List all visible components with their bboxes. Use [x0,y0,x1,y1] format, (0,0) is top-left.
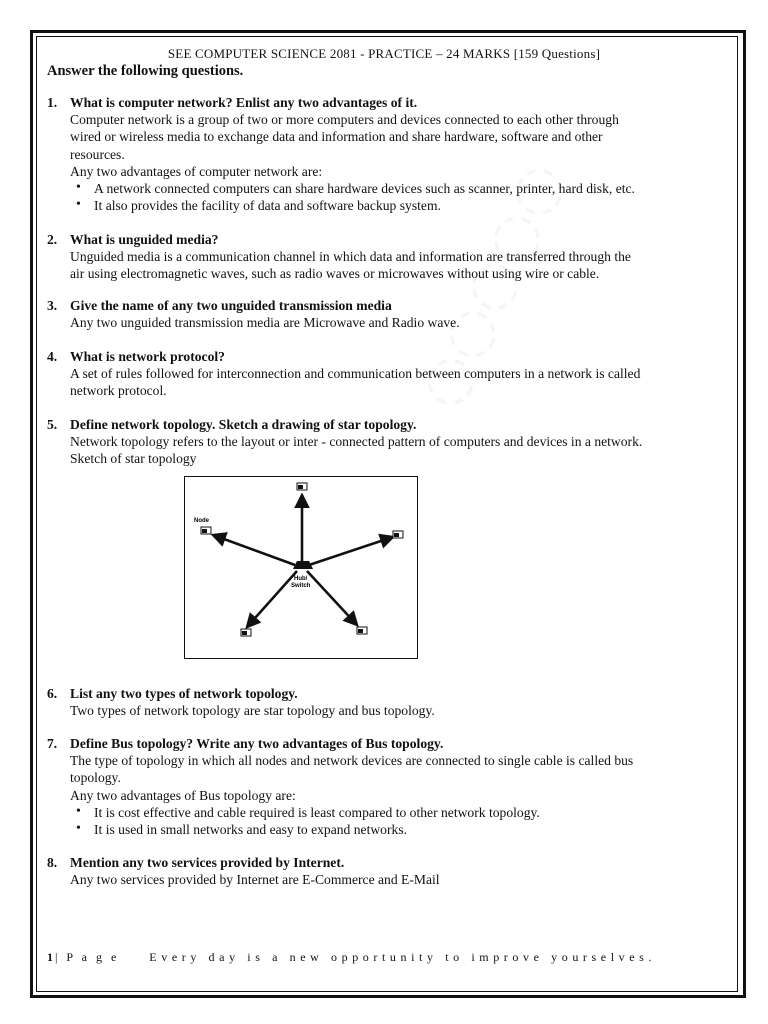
answer [47,871,727,888]
computer-icon [201,527,211,534]
question-1 [47,94,727,214]
answer-line: Computer network is a group of two or more computers and devices connected to each other through [70,112,619,128]
hub-label-line2: Switch [291,583,311,589]
question-number: 2. [47,232,58,247]
answer [47,365,727,399]
question-number: 7. [47,736,58,751]
answer-line: Any two advantages of computer network are: [70,163,323,179]
answer-line: air using electromagnetic waves, such as radio waves or microwaves without using wire or cable. [70,266,600,282]
footer-motto: Every day is a new opportunity to improve yourselves. [149,950,657,964]
hub-label-line1: Hub/ [294,576,308,582]
computer-icon [241,629,251,636]
question-number: 4. [47,349,58,364]
question-number: 6. [47,686,58,701]
page-number: 1 [47,950,53,964]
question-text: Define network topology. Sketch a drawing of star topology. [70,417,417,432]
bullet-list [70,180,727,214]
question-6 [47,685,727,719]
link-bottom-left [247,571,297,627]
question-text: List any two types of network topology. [70,686,298,701]
answer-line: wired or wireless media to exchange data and information and share hardware, software and other [70,129,603,145]
link-right [309,537,393,565]
document-header: SEE COMPUTER SCIENCE 2081 - PRACTICE – 24 MARKS [159 Questions] [167,46,601,61]
question-text: Define Bus topology? Write any two advantages of Bus topology. [70,736,444,751]
bullet-item: • A network connected computers can share hardware devices such as scanner, printer, hard disk, etc. [70,180,727,197]
answer [47,248,727,282]
question-number: 3. [47,298,58,313]
answer [47,752,727,838]
answer-line: Unguided media is a communication channel in which data and information are transferred through the [70,249,631,265]
star-topology-diagram [184,476,418,659]
answer-line: Sketch of star topology [70,451,197,467]
question-2 [47,231,727,283]
answer-line: Two types of network topology are star topology and bus topology. [70,703,435,719]
question-text: Give the name of any two unguided transmission media [70,298,392,313]
answer-line: resources. [70,146,125,162]
question-number: 8. [47,855,58,870]
bullet-item: • It is cost effective and cable required is least compared to other network topology. [70,804,727,821]
computer-icon [393,531,403,538]
question-text: What is network protocol? [70,349,225,364]
link-left [213,535,295,565]
answer [47,433,727,467]
question-text: What is unguided media? [70,232,219,247]
answer [47,314,727,331]
hub-icon [293,561,313,569]
answer-line: Any two unguided transmission media are Microwave and Radio wave. [70,315,460,331]
page-word: | P a g e [55,950,120,964]
answer [47,702,727,719]
computer-icon [357,627,367,634]
link-bottom-right [307,571,357,625]
question-4 [47,348,727,400]
bullet-item: • It also provides the facility of data and software backup system. [70,197,727,214]
question-number: 1. [47,95,58,110]
answer [47,111,727,214]
intro-heading: Answer the following questions. [47,63,244,79]
question-3 [47,297,727,331]
answer-line: network protocol. [70,383,167,399]
question-text: What is computer network? Enlist any two advantages of it. [70,95,418,110]
node-label: Node [194,518,209,524]
question-5 [47,416,727,468]
bullet-item: • It is used in small networks and easy to expand networks. [70,821,727,838]
answer-line: topology. [70,770,121,786]
page-footer [47,950,656,965]
computer-icon [297,483,307,490]
star-topology-svg [185,477,417,658]
question-8 [47,854,727,888]
bullet-list [70,804,727,838]
question-text: Mention any two services provided by Internet. [70,855,345,870]
answer-line: A set of rules followed for interconnection and communication between computers in a network is called [70,366,641,382]
question-7 [47,735,727,838]
answer-line: Any two services provided by Internet are E-Commerce and E-Mail [70,872,440,888]
answer-line: Any two advantages of Bus topology are: [70,787,296,803]
question-number: 5. [47,417,58,432]
answer-line: Network topology refers to the layout or inter - connected pattern of computers and devices in a network. [70,434,643,450]
answer-line: The type of topology in which all nodes and network devices are connected to single cable is called bus [70,753,634,769]
